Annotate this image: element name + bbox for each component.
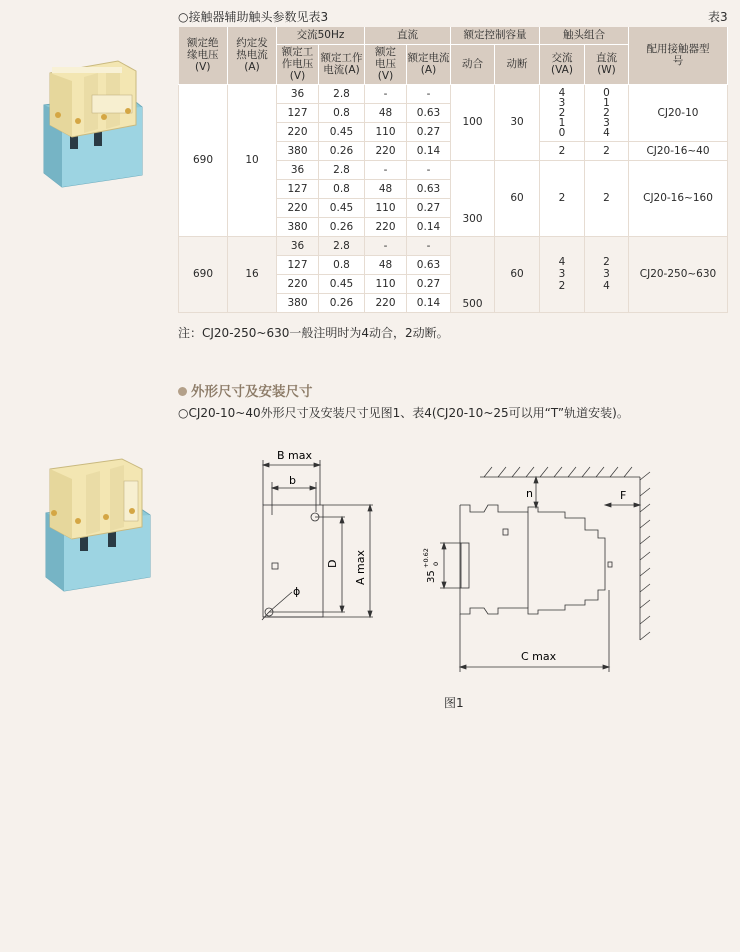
cell: 127	[277, 255, 319, 274]
cell: 48	[365, 103, 407, 122]
table-number: 表3	[708, 10, 728, 24]
cell: 220	[365, 293, 407, 312]
combo-value: 3	[558, 96, 566, 109]
cell: 36	[277, 84, 319, 103]
th-dc-voltage: 额定电压(V)	[365, 44, 407, 84]
cell: 380	[277, 293, 319, 312]
table-caption: ○接触器辅助触头参数见表3	[178, 10, 329, 24]
cell: 380	[277, 217, 319, 236]
cell: 0.8	[319, 103, 365, 122]
cell: 0.27	[407, 122, 451, 141]
table-note: 注：CJ20-250~630一般注明时为4动合，2动断。	[178, 326, 449, 340]
cell: 380	[277, 141, 319, 160]
th-dc-current: 额定电流(A)	[407, 44, 451, 84]
cell: 2.8	[319, 236, 365, 255]
th-control-capacity: 额定控制容量	[451, 27, 540, 44]
cell: -	[407, 236, 451, 255]
cell: 0.26	[319, 141, 365, 160]
cell: 220	[277, 274, 319, 293]
cell: 36	[277, 160, 319, 179]
th-ac-va: 交流(VA)	[540, 44, 585, 84]
cell-break: 60	[495, 160, 540, 236]
combo-value: 1	[603, 96, 610, 109]
section-title-text: 外形尺寸及安装尺寸	[191, 384, 313, 400]
label-a-max: A max	[354, 550, 367, 585]
combo-value: 3	[558, 268, 566, 280]
cell: 0.63	[407, 179, 451, 198]
cell-combo-ac: 2	[540, 160, 585, 236]
cell: 127	[277, 179, 319, 198]
th-model: 配用接触器型号	[629, 27, 728, 84]
combo-value: 3	[603, 116, 610, 129]
cell-combo-dc: 2	[585, 141, 629, 160]
cell: -	[365, 236, 407, 255]
cell: 220	[365, 141, 407, 160]
cell-model: CJ20-16~40	[629, 141, 728, 160]
cell-combo-dc	[585, 84, 629, 141]
combo-value: 3	[603, 268, 610, 280]
cell: 0.45	[319, 274, 365, 293]
cell: -	[407, 84, 451, 103]
cell: 0.63	[407, 255, 451, 274]
label-b: b	[289, 474, 296, 487]
combo-value: 4	[603, 126, 610, 139]
th-work-voltage: 额定工作电压(V)	[277, 44, 319, 84]
cell-thermal-current: 16	[228, 236, 277, 312]
cell-model: CJ20-16~160	[629, 160, 728, 236]
th-dc: 直流	[365, 27, 451, 44]
cell: 0.27	[407, 274, 451, 293]
cell: 0.14	[407, 141, 451, 160]
cell: 48	[365, 255, 407, 274]
cell: 0.14	[407, 293, 451, 312]
th-thermal-current: 约定发热电流(A)	[228, 27, 277, 84]
cell: -	[365, 160, 407, 179]
make-value: 300	[462, 212, 483, 225]
cell: 110	[365, 122, 407, 141]
cell: 110	[365, 274, 407, 293]
cell-make: 100	[451, 84, 495, 160]
cell-break: 30	[495, 84, 540, 160]
section-text: ○CJ20-10~40外形尺寸及安装尺寸见图1、表4(CJ20-10~25可以用“T”轨道安装)。	[178, 406, 629, 420]
cell: 220	[277, 198, 319, 217]
cell: 2.8	[319, 84, 365, 103]
label-f: F	[620, 489, 627, 502]
cell: 220	[277, 122, 319, 141]
th-ac: 交流50Hz	[277, 27, 365, 44]
label-n: n	[526, 487, 533, 500]
dimension-drawing	[0, 440, 740, 720]
cell: 0.45	[319, 122, 365, 141]
label-35: 35	[426, 570, 437, 583]
cell: 0.27	[407, 198, 451, 217]
th-break: 动断	[495, 44, 540, 84]
label-tolerance: +0.62	[422, 548, 430, 568]
label-b-max: B max	[277, 449, 313, 462]
cell-model: CJ20-10	[629, 84, 728, 141]
section-title	[178, 380, 313, 400]
label-phi: ϕ	[293, 585, 301, 598]
bullet-dot-icon	[178, 387, 187, 396]
cell: 0.14	[407, 217, 451, 236]
cell: -	[407, 160, 451, 179]
cell: 220	[365, 217, 407, 236]
th-contact-combination: 触头组合	[540, 27, 629, 44]
cell: -	[365, 84, 407, 103]
aux-contact-table	[178, 27, 728, 313]
figure-caption: 图1	[444, 696, 464, 710]
cell-combo-ac: 2	[540, 141, 585, 160]
cell: 0.26	[319, 293, 365, 312]
cell-combo-dc	[585, 236, 629, 312]
cell-insulation-voltage: 690	[179, 84, 228, 236]
cell-thermal-current: 10	[228, 84, 277, 236]
cell: 0.45	[319, 198, 365, 217]
th-dc-w: 直流(W)	[585, 44, 629, 84]
cell: 127	[277, 103, 319, 122]
combo-value: 1	[558, 116, 566, 129]
cell-make	[451, 160, 495, 236]
combo-value: 2	[603, 256, 610, 268]
table-row	[179, 236, 728, 255]
cell-model: CJ20-250~630	[629, 236, 728, 312]
cell: 36	[277, 236, 319, 255]
combo-value: 2	[603, 106, 610, 119]
combo-value: 4	[558, 256, 566, 268]
cell: 0.26	[319, 217, 365, 236]
combo-value: 0	[603, 86, 610, 99]
combo-value: 0	[558, 126, 566, 139]
label-d: D	[326, 559, 339, 568]
cell: 110	[365, 198, 407, 217]
cell-insulation-voltage: 690	[179, 236, 228, 312]
cell-break: 60	[495, 236, 540, 312]
cell: 0.63	[407, 103, 451, 122]
combo-value: 2	[558, 280, 566, 292]
contactor-photo-top	[32, 55, 162, 195]
cell: 2.8	[319, 160, 365, 179]
th-work-current: 额定工作电流(A)	[319, 44, 365, 84]
combo-value: 4	[603, 280, 610, 292]
cell-combo-dc: 2	[585, 160, 629, 236]
combo-value: 2	[558, 106, 566, 119]
cell: 48	[365, 179, 407, 198]
cell-combo-ac	[540, 84, 585, 141]
make-value: 500	[462, 297, 483, 310]
label-c-max: C max	[521, 650, 557, 663]
cell: 0.8	[319, 179, 365, 198]
th-make: 动合	[451, 44, 495, 84]
cell-combo-ac	[540, 236, 585, 312]
th-rated-insulation-voltage: 额定绝缘电压(V)	[179, 27, 228, 84]
table-row	[179, 84, 728, 103]
cell: 0.8	[319, 255, 365, 274]
combo-value: 4	[558, 86, 566, 99]
label-tolerance-zero: 0	[432, 561, 440, 566]
cell-make	[451, 236, 495, 312]
